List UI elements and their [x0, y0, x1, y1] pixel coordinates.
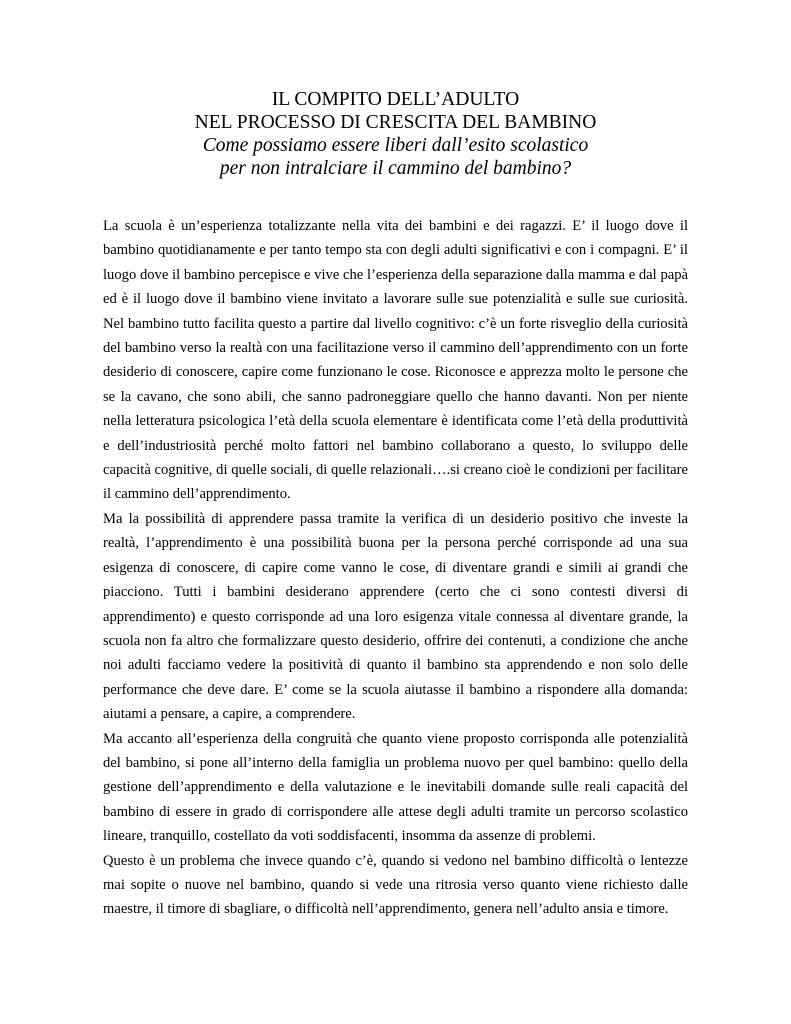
title-block: [0, 88, 791, 180]
title-line-1: IL COMPITO DELL’ADULTO: [271, 89, 520, 110]
subtitle-line-1: Come possiamo essere liberi dall’esito scolastico: [202, 135, 589, 156]
title-line-2: NEL PROCESSO DI CRESCITA DEL BAMBINO: [194, 112, 597, 133]
body-text: [103, 214, 688, 922]
subtitle-line-2: per non intralciare il cammino del bambino?: [219, 158, 572, 179]
paragraph-2: Ma la possibilità di apprendere passa tramite la verifica di un desiderio positivo che investe la realtà, l’apprendimento è una possibilità buona per la persona perché corrisponde ad una sua esigenza di conoscere, di capire come vanno le cose, di diventare grandi e simili ai grandi che piacciono. Tutti i bambini desiderano apprendere (certo che ci sono contesti diversi di apprendimento) e questo corrisponde ad una loro esigenza vitale connessa al diventare grande, la scuola non fa altro che formalizzare questo desiderio, offrire dei contenuti, a condizione che anche noi adulti facciamo vedere la positività di quanto il bambino sta apprendendo e non solo delle performance che deve dare. E’ come se la scuola aiutasse il bambino a rispondere alla domanda: aiutami a pensare, a capire, a comprendere.: [103, 510, 688, 723]
paragraph-1: La scuola è un’esperienza totalizzante nella vita dei bambini e dei ragazzi. E’ il luogo dove il bambino quotidianamente e per tanto tempo sta con degli adulti significativi e con i compagni. E’ il luogo dove il bambino percepisce e vive che l’esperienza della separazione dalla mamma e dal papà ed è il luogo dove il bambino viene invitato a lavorare sulle sue potenzialità e sulle sue curiosità. Nel bambino tutto facilita questo a partire dal livello cognitivo: c’è un forte risveglio della curiosità del bambino verso la realtà con una facilitazione verso il cammino dell’apprendimento con un forte desiderio di conoscere, capire come funzionano le cose. Riconosce e apprezza molto le persone che se la cavano, che sono abili, che sanno padroneggiare quello che hanno davanti. Non per niente nella letteratura psicologica l’età della scuola elementare è identificata come l’età della produttività e dell’industriosità perché molto fattori nel bambino collaborano a questo, lo sviluppo delle capacità cognitive, di quelle sociali, di quelle relazionali….si creano cioè le condizioni per facilitare il cammino dell’apprendimento.: [103, 218, 688, 503]
paragraph-4: Questo è un problema che invece quando c’è, quando si vedono nel bambino difficoltà o lentezze mai sopite o nuove nel bambino, quando si vede una ritrosia verso quanto viene richiesto dalle maestre, il timore di sbagliare, o difficoltà nell’apprendimento, genera nell’adulto ansia e timore.: [103, 852, 688, 918]
paragraph-3: Ma accanto all’esperienza della congruità che quanto viene proposto corrisponda alle potenzialità del bambino, si pone all’interno della famiglia un problema nuovo per quel bambino: quello della gestione dell’apprendimento e della valutazione e le inevitabili domande sulle reali capacità del bambino di essere in grado di corrispondere alle attese degli adulti tramite un percorso scolastico lineare, tranquillo, costellato da voti soddisfacenti, insomma da assenze di problemi.: [103, 730, 688, 845]
